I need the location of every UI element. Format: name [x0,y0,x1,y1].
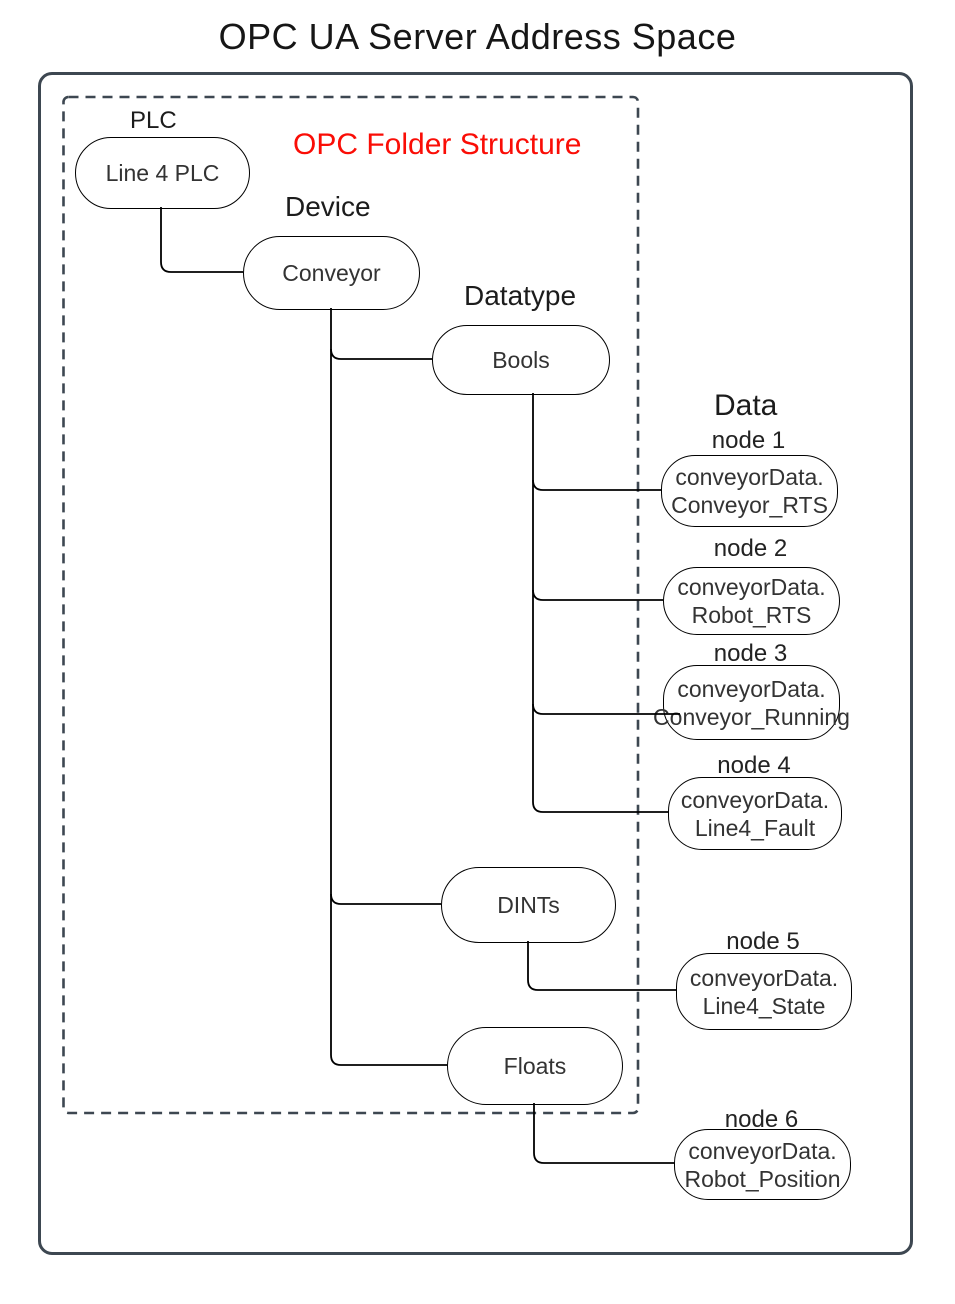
data-node-3-line2: Conveyor_Running [653,703,850,730]
folder-node-conveyor [243,236,420,310]
level-label-plc: PLC [130,107,177,134]
level-label-data: Data [714,389,778,422]
folder-node-dints-text: DINTs [497,891,560,918]
data-node-2 [663,567,840,635]
node-label-5: node 5 [726,928,800,955]
folder-node-floats [447,1027,623,1105]
folder-node-floats-text: Floats [503,1052,567,1079]
level-label-device: Device [285,191,371,222]
folder-node-bools [432,325,610,395]
folder-structure-label: OPC Folder Structure [293,128,582,161]
folder-node-bools-text: Bools [492,346,550,373]
data-node-1-line2: Conveyor_RTS [671,492,828,518]
folder-node-dints [441,867,616,943]
data-node-5-line2: Line4_State [702,992,826,1019]
folder-node-line4plc-text: Line 4 PLC [105,159,220,186]
data-node-4 [668,777,842,850]
level-label-datatype: Datatype [464,280,577,311]
page-title: OPC UA Server Address Space [218,16,737,57]
data-node-4-line1: conveyorData. [680,786,830,813]
data-node-6 [674,1129,851,1200]
folder-node-conveyor-text: Conveyor [282,259,381,286]
folder-node-line4plc [75,137,250,209]
data-node-2-line1: conveyorData. [677,574,826,600]
data-node-3-line1: conveyorData. [677,675,826,702]
data-node-6-line1: conveyorData. [688,1137,837,1164]
data-node-1 [661,455,838,527]
data-node-6-line2: Robot_Position [684,1165,841,1192]
node-label-2: node 2 [713,535,788,562]
data-node-4-line2: Line4_Fault [694,814,816,841]
data-node-3 [653,665,850,740]
data-node-5-line1: conveyorData. [689,964,839,991]
data-node-5 [676,953,852,1030]
node-label-3: node 3 [713,640,788,667]
data-node-1-line1: conveyorData. [675,464,824,490]
node-label-6: node 6 [724,1106,799,1133]
node-label-1: node 1 [711,427,786,454]
data-node-2-line2: Robot_RTS [691,602,812,628]
node-label-4: node 4 [717,752,791,779]
